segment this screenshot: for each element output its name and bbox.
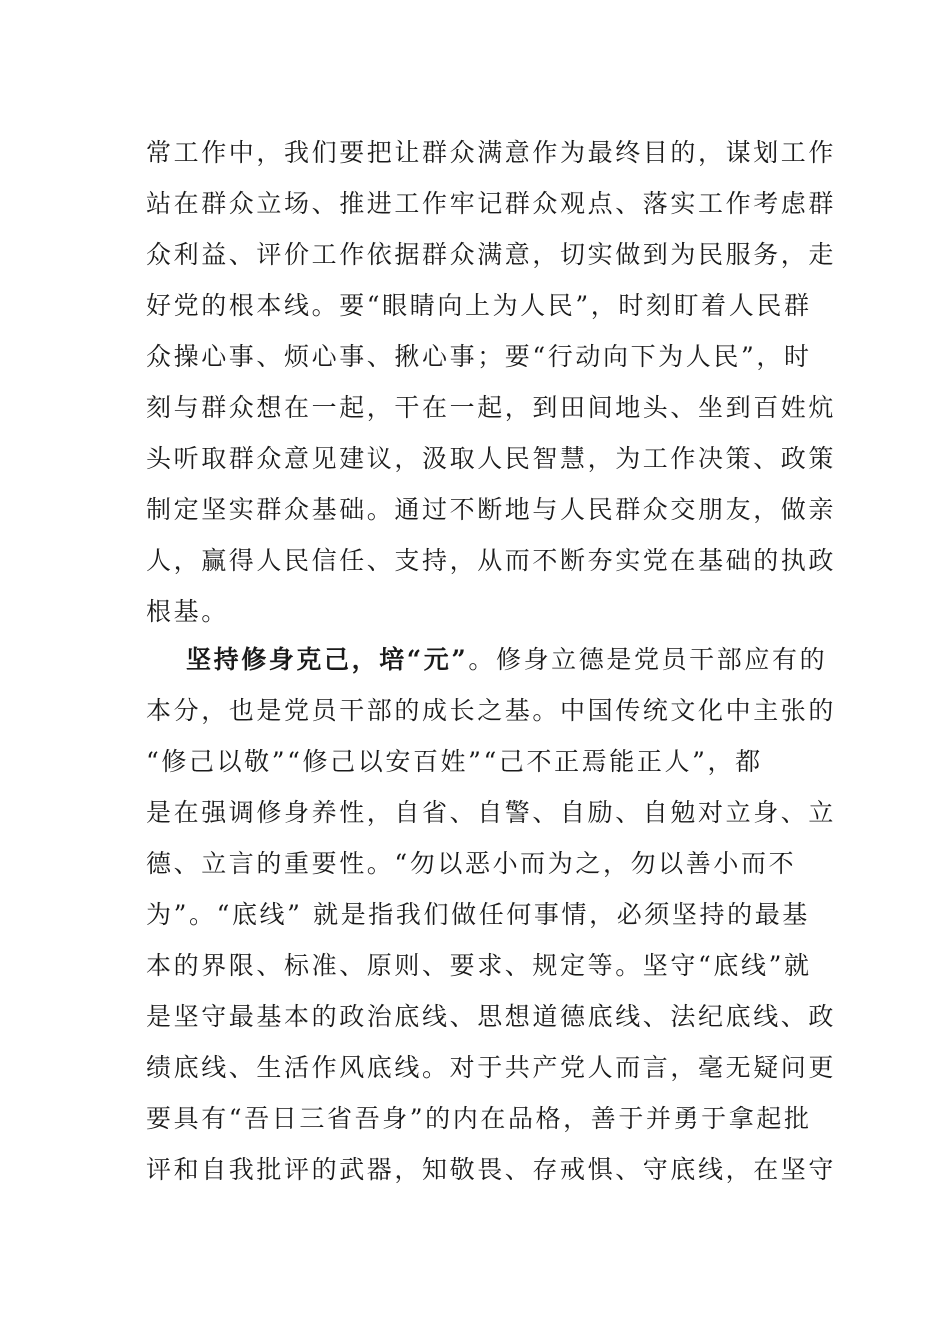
paragraph-line: 绩底线、生活作风底线。对于共产党人而言，毫无疑问更 (146, 1053, 837, 1082)
paragraph-line: 好党的根本线。要“眼睛向上为人民”，时刻盯着人民群 (146, 291, 812, 320)
paragraph-line: 为”。“底线” 就是指我们做任何事情，必须坚持的最基 (146, 900, 810, 929)
first-line-text: 。修身立德是党员干部应有的 (468, 645, 828, 674)
paragraph-line: 是坚守最基本的政治底线、思想道德底线、法纪底线、政 (146, 1002, 837, 1031)
paragraph-line: 评和自我批评的武器，知敬畏、存戒惧、守底线，在坚守 (146, 1155, 837, 1184)
paragraph-line: 众利益、评价工作依据群众满意，切实做到为民服务，走 (146, 240, 837, 269)
paragraph-line: 刻与群众想在一起，干在一起，到田间地头、坐到百姓炕 (146, 393, 837, 422)
section-heading: 坚持修身克己，培“元” (186, 645, 469, 674)
paragraph-line: 制定坚实群众基础。通过不断地与人民群众交朋友，做亲 (146, 495, 837, 524)
paragraph-line: 常工作中，我们要把让群众满意作为最终目的，谋划工作 (146, 138, 837, 167)
paragraph-line: 本分，也是党员干部的成长之基。中国传统文化中主张的 (146, 696, 837, 725)
paragraph-line: 德、立言的重要性。“勿以恶小而为之，勿以善小而不 (146, 849, 797, 878)
paragraph-first-line (146, 634, 828, 685)
paragraph-line: 根基。 (146, 597, 229, 626)
paragraph-line: 众操心事、烦心事、揪心事；要“行动向下为人民”，时 (146, 342, 812, 371)
paragraph-line: “修己以敬”“修己以安百姓”“己不正焉能正人”，都 (146, 747, 763, 776)
paragraph-line: 人，赢得人民信任、支持，从而不断夯实党在基础的执政 (146, 546, 837, 575)
paragraph-line: 本的界限、标准、原则、要求、规定等。坚守“底线”就 (146, 951, 812, 980)
paragraph-line: 站在群众立场、推进工作牢记群众观点、落实工作考虑群 (146, 189, 837, 218)
paragraph-line: 要具有“吾日三省吾身”的内在品格，善于并勇于拿起批 (146, 1104, 812, 1133)
paragraph-1 (146, 127, 837, 637)
paragraph-2 (146, 634, 837, 1195)
paragraph-line: 头听取群众意见建议，汲取人民智慧，为工作决策、政策 (146, 444, 837, 473)
paragraph-line: 是在强调修身养性，自省、自警、自励、自勉对立身、立 (146, 798, 837, 827)
